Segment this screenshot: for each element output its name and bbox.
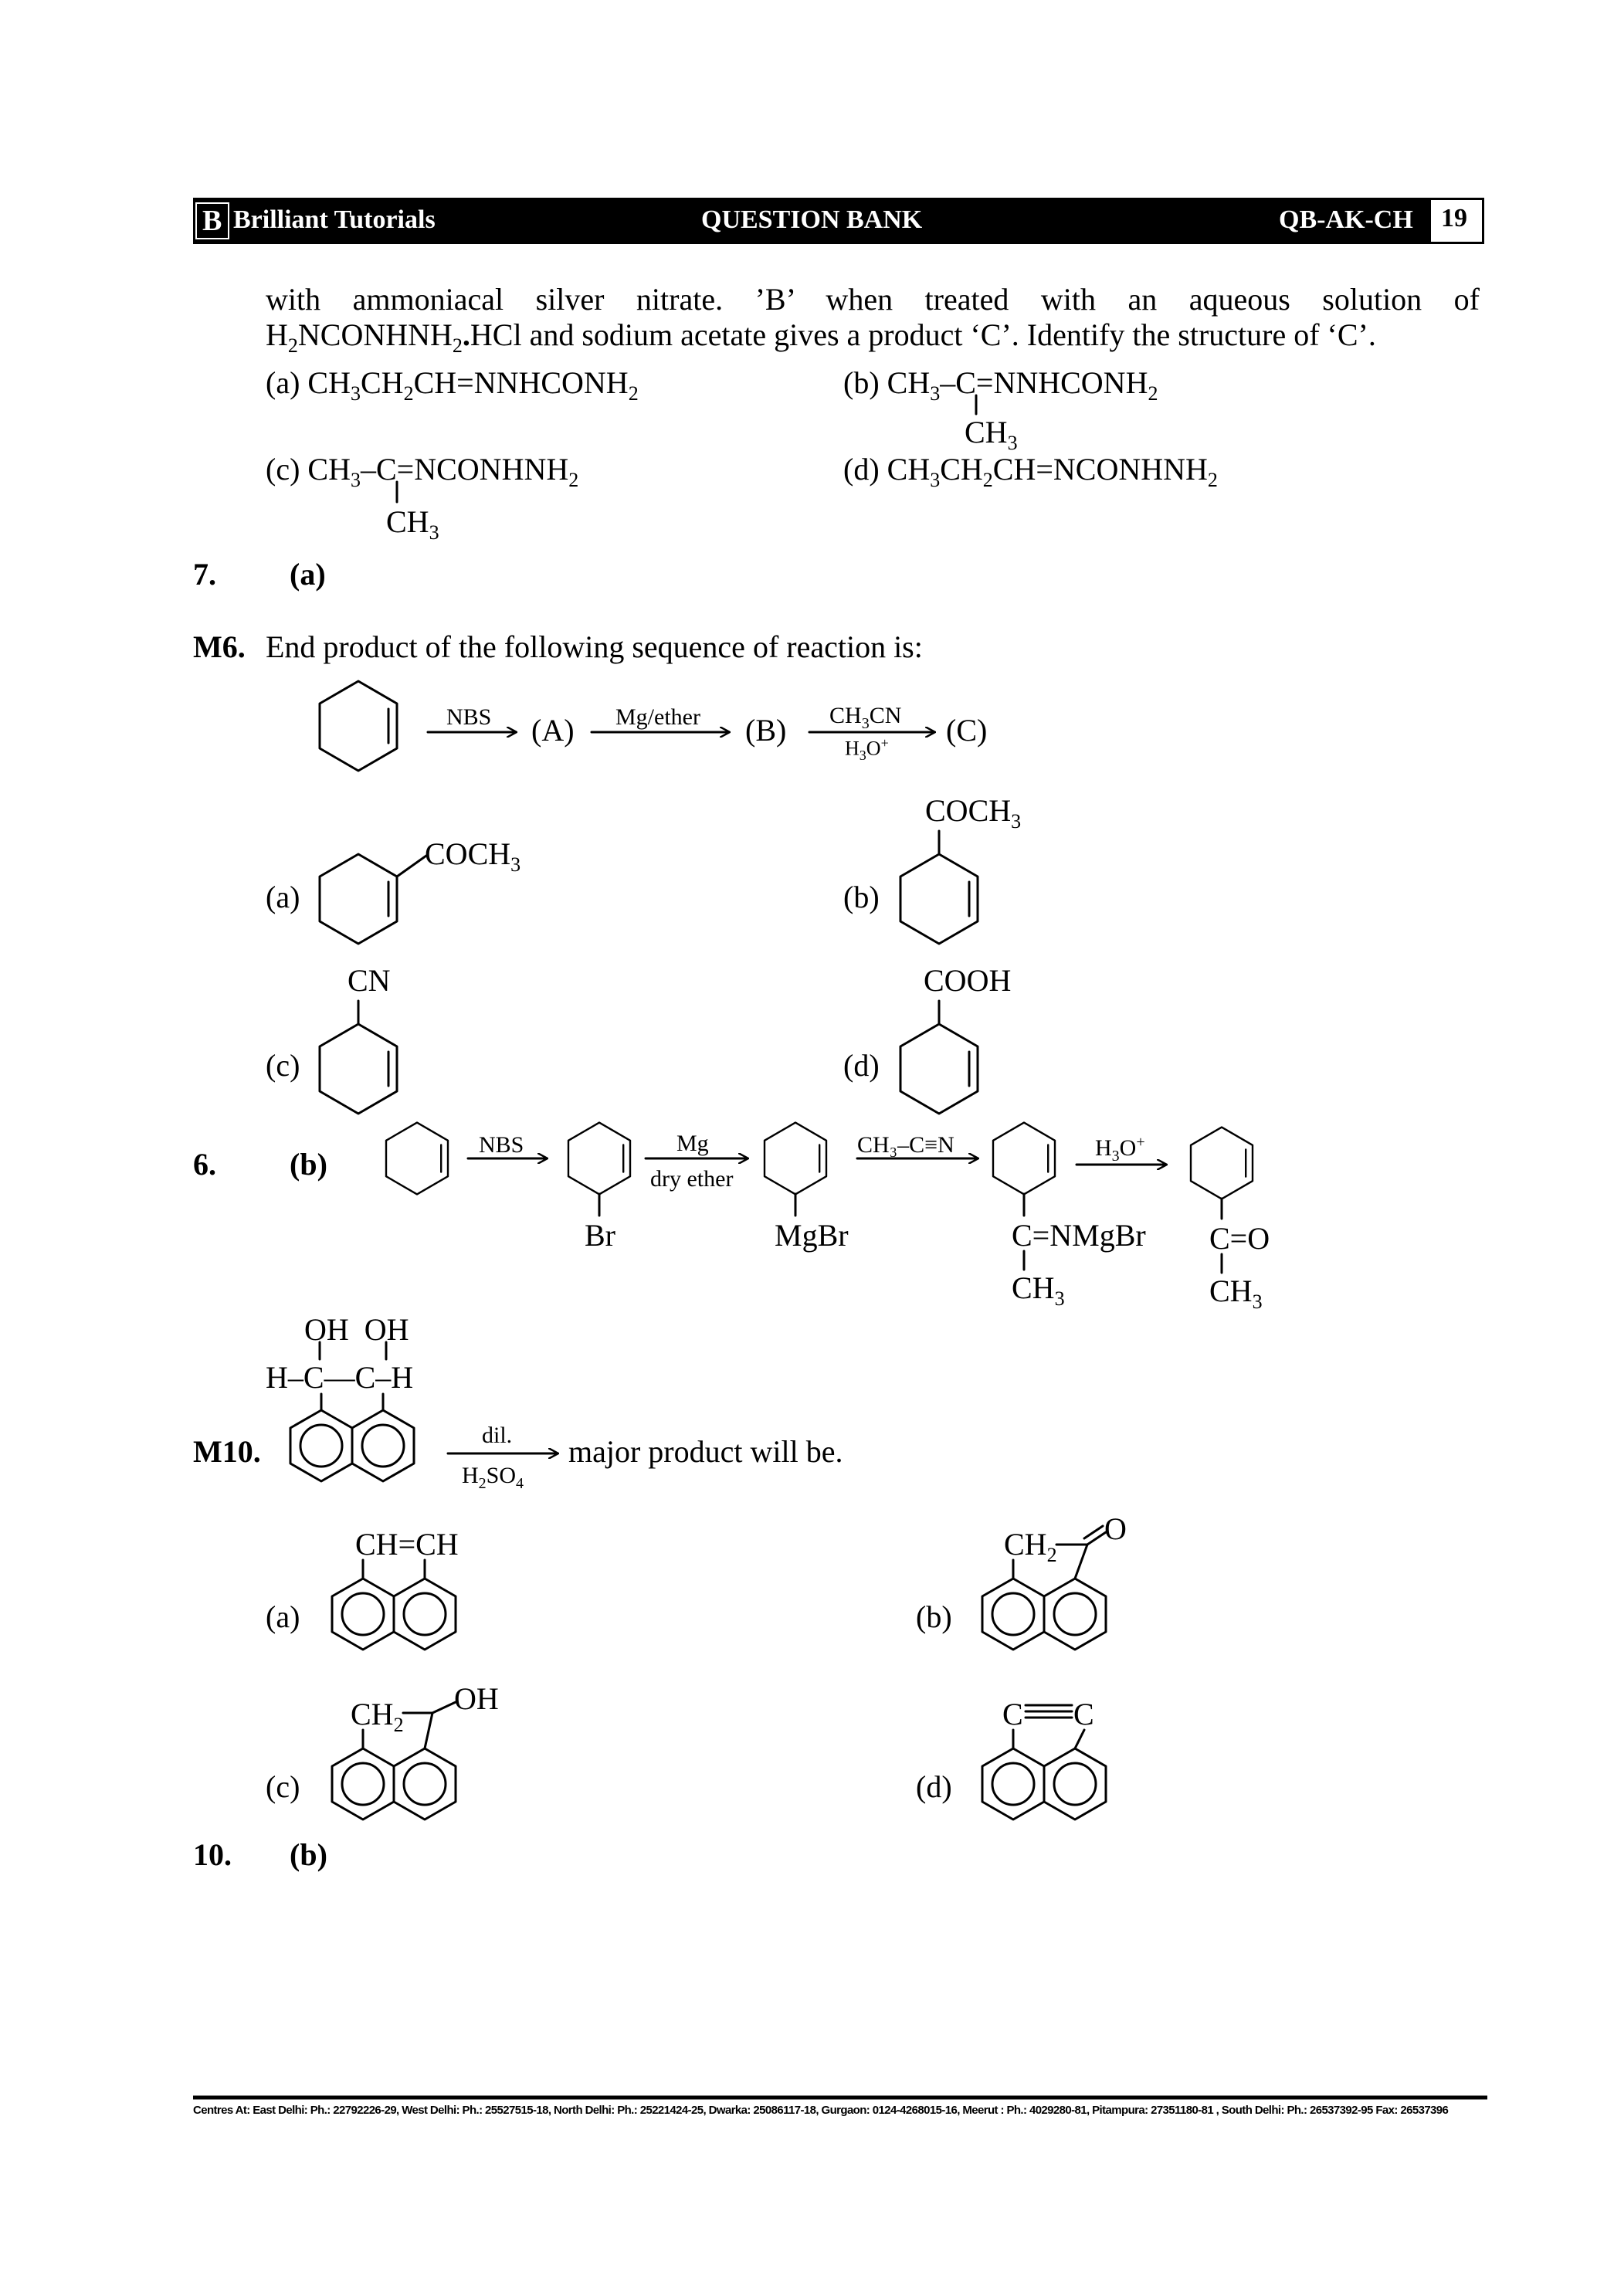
- intermediate-c: (C): [946, 713, 988, 748]
- bond-line: [425, 1713, 432, 1748]
- cyclohexene-ring: [320, 854, 397, 944]
- answer-choice: (b): [290, 1147, 327, 1182]
- reagent-label: Mg: [676, 1131, 709, 1156]
- option-d: (d): [843, 1048, 880, 1083]
- substituent-label: C=NMgBr: [1012, 1218, 1146, 1253]
- option-a: (a): [266, 1599, 300, 1634]
- substituent-label: OH: [454, 1681, 499, 1716]
- cyclohexene-ring: [320, 681, 397, 771]
- diol-label: OH OH: [304, 1312, 409, 1347]
- option-c: (c) $CH_3-C=NCONHNH_2$: [266, 452, 579, 491]
- naphthalene-ring: [982, 1748, 1106, 1820]
- option-b: (b): [916, 1599, 952, 1634]
- option-c: (c): [266, 1048, 300, 1083]
- naphthalene-ring: [982, 1579, 1106, 1650]
- cyclohexene-ring: [1191, 1128, 1253, 1199]
- question-text-line-1: with ammoniacal silver nitrate. ’B’ when treated with an aqueous solution of: [266, 282, 1480, 317]
- option-d: (d): [916, 1769, 952, 1804]
- diol-label: H–C—C–H: [266, 1360, 414, 1395]
- reagent-label: dry ether: [650, 1166, 734, 1192]
- brand-name: Brilliant Tutorials: [233, 205, 436, 234]
- question-number: M6.: [193, 629, 246, 664]
- reagent-label: $H_3O^+$: [1095, 1134, 1145, 1165]
- reagent-label: $CH_3CN$: [829, 703, 902, 732]
- option-b-methyl: $CH_3$: [965, 415, 1018, 454]
- option-c: (c): [266, 1769, 300, 1804]
- option-b: (b) $CH_3-C=NNHCONH_2$: [843, 365, 1158, 405]
- bond-line: [1075, 1730, 1084, 1748]
- reagent-label: CH₃–C≡N: [857, 1132, 954, 1158]
- substituent-label: $CH_2$: [351, 1697, 404, 1736]
- reagent-label: NBS: [446, 704, 492, 730]
- substituent-label: CH=CH: [355, 1527, 459, 1562]
- intermediate-b: (B): [745, 713, 787, 748]
- bond-line: [1075, 1545, 1087, 1579]
- cyclohexene-ring: [386, 1123, 448, 1195]
- substituent-label: $CH_3$: [1209, 1273, 1263, 1313]
- answer-choice: (b): [290, 1837, 327, 1872]
- option-c-methyl: $CH_3$: [386, 504, 439, 544]
- bond-line: [397, 856, 426, 877]
- answer-choice: (a): [290, 557, 326, 592]
- reagent-label: dil.: [482, 1423, 513, 1448]
- footer-centres: Centres At: East Delhi: Ph.: 22792226-29, West Delhi: Ph.: 25527515-18, North Delhi: Ph.: 25221424-25, Dwarka: 25086117-18, Gurgaon: 0124-4268015-16, Meerut : Ph.: 4029280-81, Pitampura: 27351180-81 , South Delhi: Ph.: 26537392-95 Fax: 26537396: [193, 2104, 1449, 2117]
- answer-number: 6.: [193, 1147, 216, 1182]
- naphthalene-ring: [332, 1748, 456, 1820]
- substituent-label: $CH_2$: [1004, 1527, 1057, 1566]
- substituent-label: COOH: [924, 963, 1012, 998]
- substituent-label: C: [1073, 1697, 1094, 1731]
- question-text: major product will be.: [568, 1434, 843, 1469]
- reagent-label: $H_3O^+$: [845, 735, 889, 763]
- question-text-line-2: $H_2NCONHNH_2.HCl$ and sodium acetate gives a product ‘C’. Identify the structure of ‘C’.: [266, 317, 1376, 357]
- intermediate-a: (A): [531, 713, 575, 748]
- substituent-label: $CH_3$: [1012, 1270, 1065, 1310]
- cyclohexene-ring: [900, 1024, 978, 1114]
- substituent-label: MgBr: [775, 1218, 849, 1253]
- cyclohexene-ring: [993, 1123, 1055, 1195]
- answer-number: 7.: [193, 557, 216, 592]
- question-text: End product of the following sequence of reaction is:: [266, 629, 923, 664]
- substituent-label: $COCH_3$: [925, 793, 1022, 833]
- page-number: 19: [1441, 204, 1467, 232]
- substituent-label: C: [1002, 1697, 1023, 1731]
- reagent-label: $H_2SO_4$: [462, 1463, 524, 1492]
- cyclohexene-ring: [765, 1123, 826, 1195]
- cyclohexene-ring: [568, 1123, 630, 1195]
- substituent-label: $COCH_3$: [425, 836, 521, 876]
- substituent-label: Br: [585, 1218, 615, 1253]
- option-b: (b): [843, 880, 880, 914]
- substituent-label: C=O: [1209, 1221, 1270, 1256]
- header-code: QB-AK-CH: [1279, 205, 1413, 234]
- option-d: (d) $CH_3CH_2CH=NCONHNH_2$: [843, 452, 1218, 491]
- cyclohexene-ring: [320, 1024, 397, 1114]
- answer-number: 10.: [193, 1837, 232, 1872]
- reagent-label: Mg/ether: [615, 704, 700, 730]
- naphthalene-ring: [290, 1410, 414, 1481]
- substituent-label: CN: [348, 963, 391, 998]
- logo-letter: B: [202, 205, 222, 237]
- question-number: M10.: [193, 1434, 261, 1469]
- naphthalene-ring: [332, 1579, 456, 1650]
- option-a: (a): [266, 880, 300, 914]
- cyclohexene-ring: [900, 854, 978, 944]
- option-a: (a) $CH_3CH_2CH=NNHCONH_2$: [266, 365, 639, 405]
- header-title: QUESTION BANK: [701, 205, 923, 234]
- bond-line: [432, 1702, 456, 1713]
- substituent-label: O: [1104, 1511, 1127, 1546]
- reagent-label: NBS: [479, 1132, 524, 1158]
